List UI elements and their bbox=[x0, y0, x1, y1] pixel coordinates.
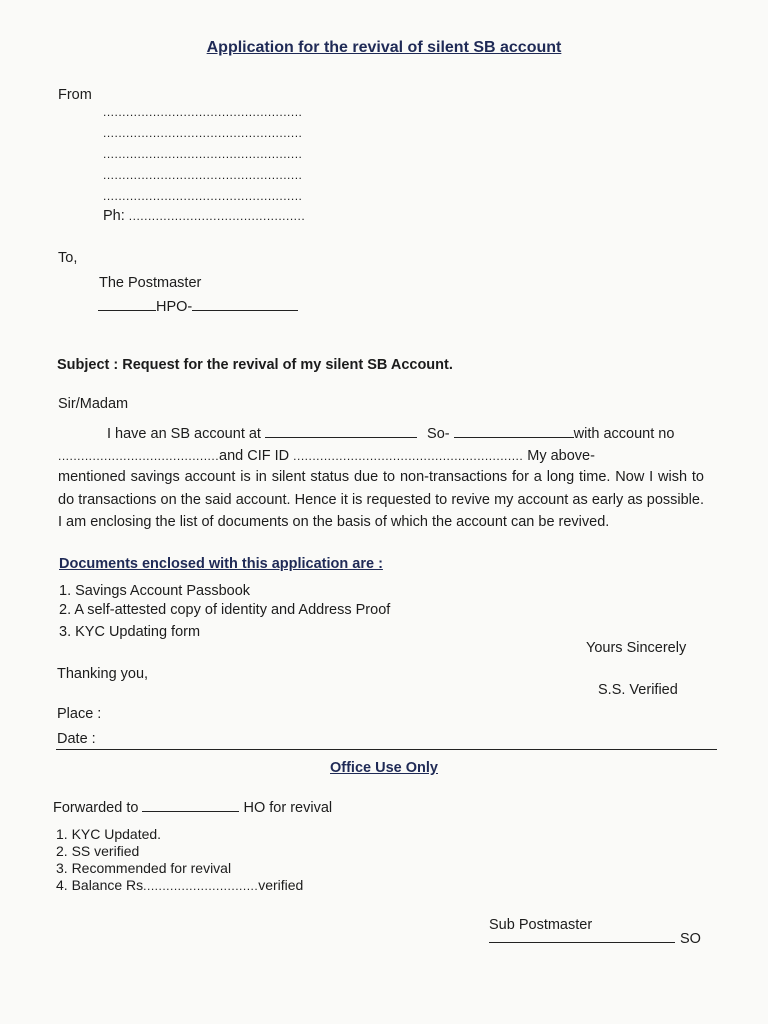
sub-postmaster-label: Sub Postmaster bbox=[489, 917, 593, 933]
body-line-1 bbox=[107, 425, 707, 443]
hpo-line bbox=[98, 298, 298, 316]
ho-revival-label: HO for revival bbox=[243, 800, 333, 816]
subject-line: Subject : Request for the revival of my silent SB Account. bbox=[57, 357, 453, 373]
from-label: From bbox=[58, 87, 92, 103]
body-paragraph: mentioned savings account is in silent status due to non-transactions for a long time. Now I wish to do transactions on the said account. Hence it is requested to revive my account as early as possible. I am enclosing the list of documents on the basis of which the account can be revived. bbox=[58, 469, 704, 530]
so-blank-line bbox=[489, 930, 675, 943]
from-line-5: .................................................... bbox=[103, 189, 303, 203]
office-item-2: 2. SS verified bbox=[56, 843, 140, 859]
body-text-cif: and CIF ID bbox=[219, 448, 294, 464]
ss-verified: S.S. Verified bbox=[598, 682, 678, 698]
phone-field bbox=[103, 207, 305, 225]
forwarded-blank bbox=[142, 799, 239, 812]
to-label: To, bbox=[58, 250, 78, 266]
forwarded-label: Forwarded to bbox=[53, 800, 139, 816]
forwarded-line bbox=[53, 799, 332, 817]
from-line-1: .................................................... bbox=[103, 105, 303, 119]
balance-dots: .............................. bbox=[143, 879, 259, 893]
office-item-3: 3. Recommended for revival bbox=[56, 860, 232, 876]
account-location-blank bbox=[265, 425, 417, 438]
from-line-2: .................................................... bbox=[103, 126, 303, 140]
cif-dots: ............................................................ bbox=[293, 449, 524, 463]
documents-heading: Documents enclosed with this application are : bbox=[59, 556, 383, 572]
body-text-account-no: with account no bbox=[573, 426, 675, 442]
body-line-2 bbox=[58, 447, 595, 465]
office-item-1: 1. KYC Updated. bbox=[56, 826, 162, 842]
salutation: Sir/Madam bbox=[58, 396, 129, 412]
so-blank bbox=[454, 425, 574, 438]
place-label: Place : bbox=[57, 706, 102, 722]
postmaster-line: The Postmaster bbox=[99, 275, 202, 291]
body-text-above: My above- bbox=[523, 448, 595, 464]
document-item-2: 2. A self-attested copy of identity and Address Proof bbox=[59, 602, 391, 618]
yours-sincerely: Yours Sincerely bbox=[586, 640, 687, 656]
body-text-so: So- bbox=[427, 426, 450, 442]
balance-label: 4. Balance Rs bbox=[56, 877, 144, 893]
date-label: Date : bbox=[57, 731, 96, 747]
thanking-you: Thanking you, bbox=[57, 666, 149, 682]
body-text-account-at: I have an SB account at bbox=[107, 426, 261, 442]
verified-label: verified bbox=[258, 877, 304, 893]
form-title: Application for the revival of silent SB account bbox=[206, 39, 562, 56]
from-line-3: .................................................... bbox=[103, 147, 303, 161]
document-item-3: 3. KYC Updating form bbox=[59, 624, 201, 640]
section-divider bbox=[56, 749, 717, 750]
office-use-heading: Office Use Only bbox=[330, 760, 438, 776]
hpo-blank bbox=[192, 298, 298, 311]
phone-label: Ph: bbox=[103, 208, 129, 224]
hpo-prefix-blank bbox=[98, 298, 156, 311]
from-line-4: .................................................... bbox=[103, 168, 303, 182]
document-item-1: 1. Savings Account Passbook bbox=[59, 583, 251, 599]
so-signature-line bbox=[489, 930, 675, 948]
account-no-dots: .......................................... bbox=[58, 449, 220, 463]
so-label: SO bbox=[680, 931, 701, 947]
phone-dots: .............................................. bbox=[128, 209, 306, 223]
hpo-label: HPO- bbox=[156, 299, 193, 315]
office-item-4 bbox=[56, 877, 303, 895]
